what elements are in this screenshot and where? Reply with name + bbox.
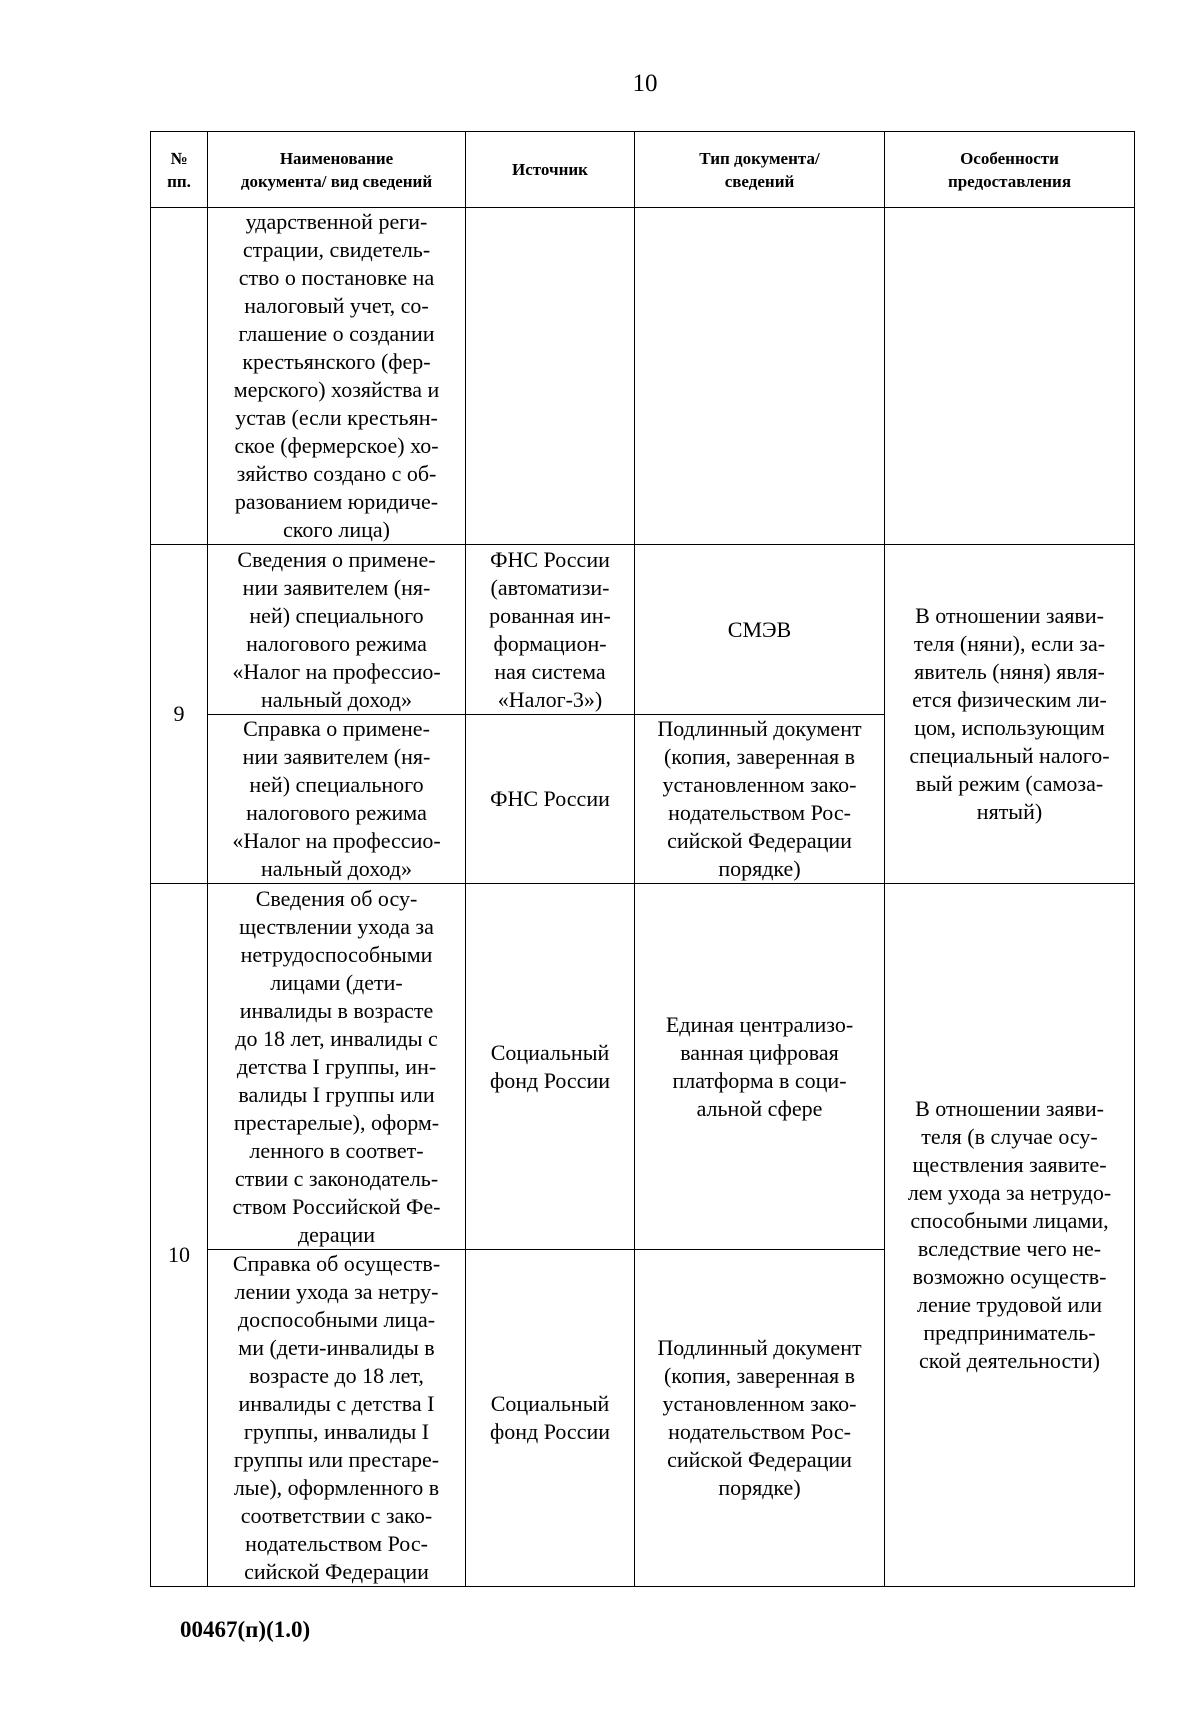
row10b-source-cell: Социальный фонд России [466,1250,635,1587]
header-num: № пп. [151,132,208,208]
row10-num-cell: 10 [151,884,208,1587]
row10a-name-cell: Сведения об осу- ществлении ухода за нетрудоспособными лицами (дети- инвалиды в возрасте до 18 лет, инвалиды с детства I группы, ин- валиды I группы или престарелые), оформ- ленного в соответ- ствии с законодатель- ством Российской Фе- дерации [208,884,466,1250]
cont-source-cell [466,208,635,545]
row9a-source-cell: ФНС России (автоматизи- рованная ин- формацион- ная система «Налог-3») [466,545,635,715]
table-row [151,545,1135,715]
header-name: Наименование документа/ вид сведений [208,132,466,208]
cont-name-cell: ударственной реги- страции, свидетель- ство о постановке на налоговый учет, со- глашение о создании крестьянского (фер- мерского) хозяйства и устав (если крестьян- ское (фермерское) хо- зяйство создано с об- разованием юридиче- ского лица) [208,208,466,545]
row9-features-cell: В отношении заяви- теля (няни), если за- явитель (няня) явля- ется физическим ли- цом, использующим специальный налого- вый режим (самоза- нятый) [885,545,1135,884]
header-source: Источник [466,132,635,208]
row10b-type-cell: Подлинный документ (копия, заверенная в установленном зако- нодательством Рос- сийской Федерации порядке) [635,1250,885,1587]
row9b-type-cell: Подлинный документ (копия, заверенная в установленном зако- нодательством Рос- сийской Федерации порядке) [635,715,885,884]
document-code: 00467(п)(1.0) [180,1617,311,1642]
row10-features-cell: В отношении заяви- теля (в случае осу- ществления заявите- лем ухода за нетрудо- способными лицами, вследствие чего не- возможно осуществ- ление трудовой или предприниматель- ской деятельности) [885,884,1135,1587]
table-row [151,208,1135,545]
documents-table [150,131,1135,1587]
row9b-name-cell: Справка о примене- нии заявителем (ня- ней) специального налогового режима «Налог на профессио- нальный доход» [208,715,466,884]
cont-type-cell [635,208,885,545]
cont-features-cell [885,208,1135,545]
table-row [151,884,1135,1250]
header-type: Тип документа/ сведений [635,132,885,208]
row9b-source-cell: ФНС России [466,715,635,884]
table-header-row [151,132,1135,208]
row9a-type-cell: СМЭВ [635,545,885,715]
row9-num-cell: 9 [151,545,208,884]
row10a-type-cell: Единая централизо- ванная цифровая платформа в соци- альной сфере [635,884,885,1250]
row10a-source-cell: Социальный фонд России [466,884,635,1250]
row9a-name-cell: Сведения о примене- нии заявителем (ня- ней) специального налогового режима «Налог на профессио- нальный доход» [208,545,466,715]
cont-num-cell [151,208,208,545]
page-number: 10 [632,70,658,97]
header-features: Особенности предоставления [885,132,1135,208]
row10b-name-cell: Справка об осуществ- лении ухода за нетру- доспособными лица- ми (дети-инвалиды в возрасте до 18 лет, инвалиды с детства I группы, инвалиды I группы или престаре- лые), оформленного в соответствии с зако- нодательством Рос- сийской Федерации [208,1250,466,1587]
